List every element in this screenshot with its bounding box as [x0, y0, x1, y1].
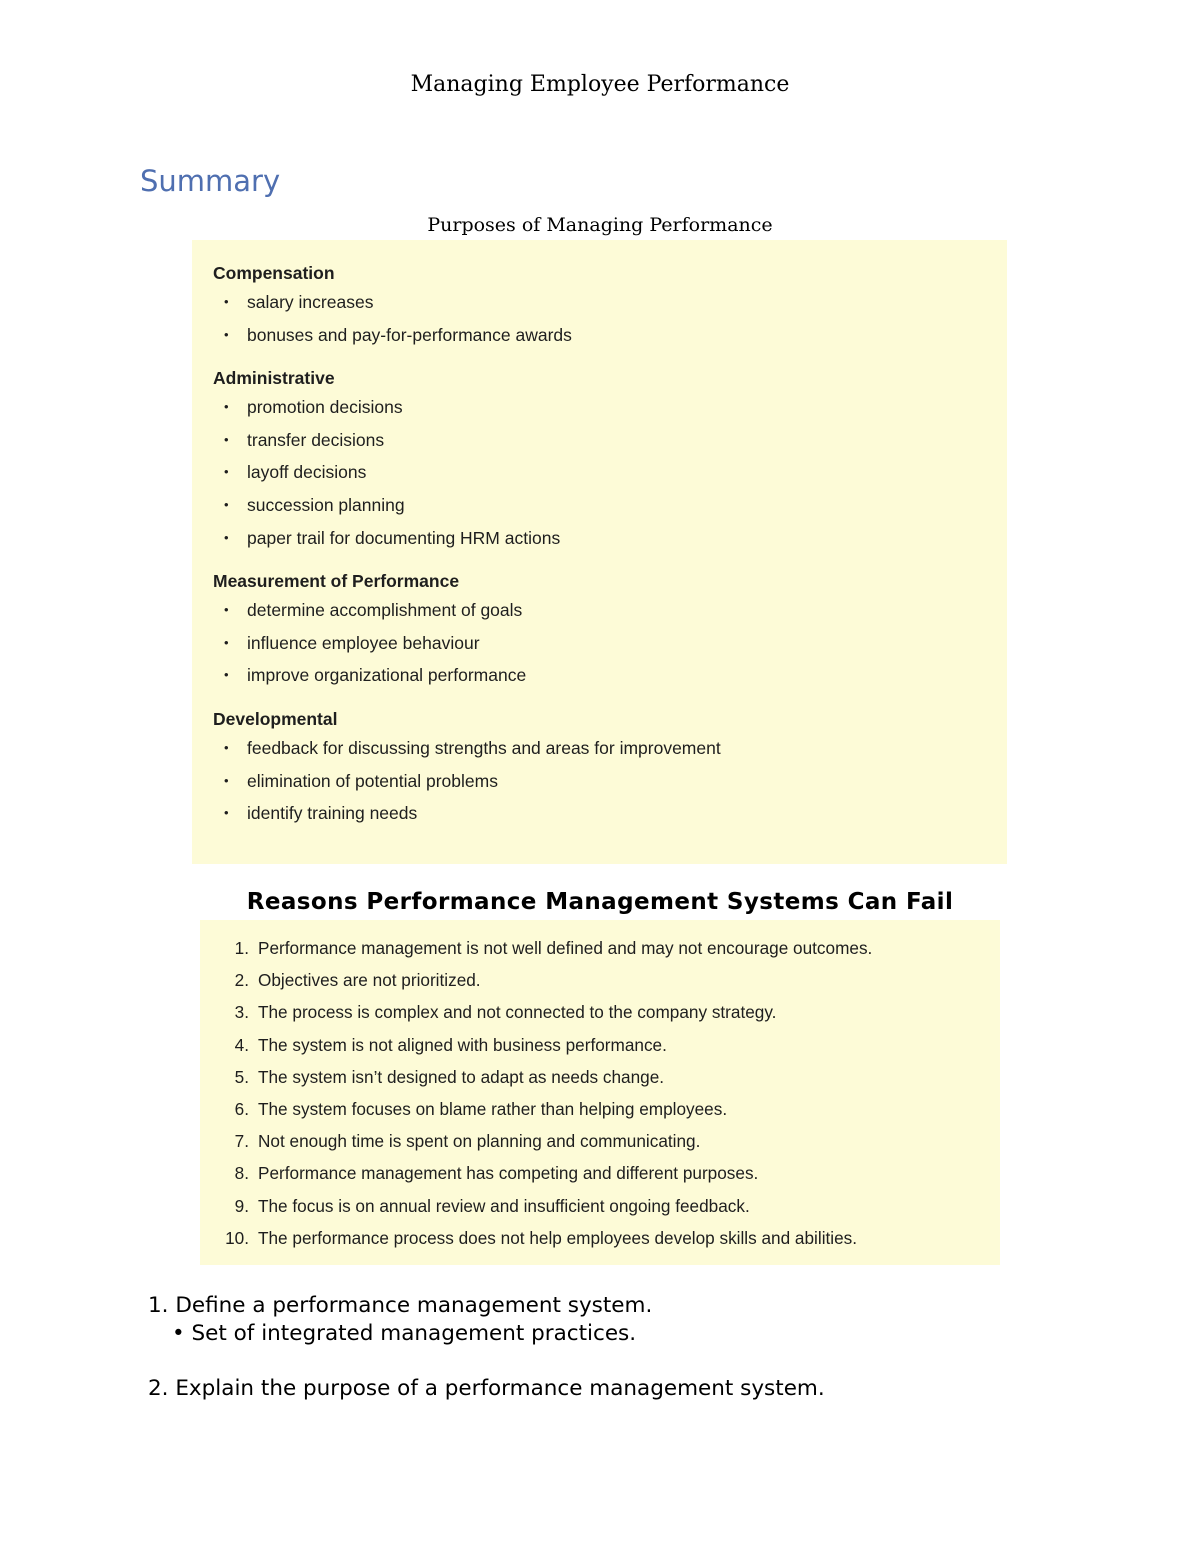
purpose-group-developmental: [213, 706, 721, 830]
purpose-group-compensation: [213, 260, 721, 351]
bullet-icon: •: [224, 805, 229, 821]
reasons-panel: [200, 920, 1000, 1265]
purpose-item: • paper trail for documenting HRM actions: [213, 522, 721, 555]
reason-text: The system focuses on blame rather than helping employees.: [258, 1098, 728, 1119]
reason-item: [222, 1222, 872, 1254]
bullet-icon: •: [224, 667, 229, 683]
reason-item: [222, 1029, 872, 1061]
reason-number: 2.: [234, 970, 249, 991]
reason-text: Objectives are not prioritized.: [258, 970, 481, 991]
bullet-icon: •: [224, 399, 229, 415]
reason-item: [222, 1125, 872, 1157]
summary-heading: Summary: [140, 164, 281, 198]
reason-item: [222, 1093, 872, 1125]
bullet-icon: •: [224, 772, 229, 788]
bullet-icon: •: [224, 739, 229, 755]
reason-text: Performance management has competing and different purposes.: [258, 1163, 759, 1184]
question-1: 1. Define a performance management system.: [148, 1293, 653, 1318]
reasons-title: Reasons Performance Management Systems Can Fail: [246, 889, 954, 915]
purpose-item: • layoff decisions: [213, 456, 721, 489]
reason-number: 6.: [234, 1098, 249, 1119]
purpose-item: • salary increases: [213, 286, 721, 319]
reason-item: [222, 964, 872, 996]
group-heading: Measurement of Performance: [213, 571, 460, 592]
purpose-item: • identify training needs: [213, 797, 721, 830]
reason-text: The performance process does not help employees develop skills and abilities.: [258, 1227, 858, 1248]
purpose-item: • determine accomplishment of goals: [213, 594, 721, 627]
question-1-answer: • Set of integrated management practices.: [172, 1321, 637, 1346]
purpose-group-administrative: [213, 365, 721, 554]
reason-text: Not enough time is spent on planning and communicating.: [258, 1131, 701, 1152]
reason-item: [222, 1061, 872, 1093]
reason-number: 8.: [234, 1163, 249, 1184]
group-heading: Compensation: [213, 263, 335, 283]
bullet-icon: •: [224, 294, 229, 309]
reason-text: Performance management is not well defined and may not encourage outcomes.: [258, 938, 873, 958]
bullet-icon: •: [224, 431, 229, 447]
reason-text: The process is complex and not connected to the company strategy.: [258, 1002, 777, 1023]
reason-item: [222, 1190, 872, 1222]
reason-number: 7.: [234, 1131, 249, 1152]
reason-item: [222, 1157, 872, 1189]
purpose-item: • feedback for discussing strengths and areas for improvement: [213, 732, 721, 765]
bullet-icon: •: [224, 326, 229, 342]
page-header-title: Managing Employee Performance: [410, 72, 790, 97]
question-2: 2. Explain the purpose of a performance management system.: [148, 1376, 825, 1401]
purpose-item: • promotion decisions: [213, 391, 721, 424]
reason-number: 10.: [225, 1227, 249, 1248]
reason-number: 4.: [234, 1034, 249, 1055]
group-heading: Developmental: [213, 708, 338, 729]
purpose-item: • improve organizational performance: [213, 659, 721, 692]
purpose-item: • succession planning: [213, 489, 721, 522]
study-questions: [148, 1292, 825, 1403]
reason-number: 5.: [234, 1066, 249, 1087]
purpose-group-measurement: [213, 568, 721, 692]
purposes-panel: [192, 240, 1007, 864]
reason-item: [222, 932, 872, 964]
reason-number: 3.: [234, 1002, 249, 1023]
purposes-title: Purposes of Managing Performance: [427, 214, 773, 236]
group-heading: Administrative: [213, 368, 335, 389]
reason-text: The focus is on annual review and insufficient ongoing feedback.: [258, 1195, 750, 1216]
purpose-item: • elimination of potential problems: [213, 765, 721, 798]
reason-number: 9.: [234, 1195, 249, 1216]
bullet-icon: •: [224, 529, 229, 545]
bullet-icon: •: [224, 496, 229, 512]
reason-text: The system isn’t designed to adapt as needs change.: [258, 1066, 665, 1087]
reason-text: The system is not aligned with business performance.: [258, 1034, 667, 1055]
reason-item: [222, 996, 872, 1028]
reason-number: 1.: [234, 938, 249, 958]
purpose-item: • influence employee behaviour: [213, 627, 721, 660]
bullet-icon: •: [224, 634, 229, 650]
purpose-item: • bonuses and pay-for-performance awards: [213, 319, 721, 352]
bullet-icon: •: [224, 602, 229, 618]
purpose-item: • transfer decisions: [213, 424, 721, 457]
bullet-icon: •: [224, 464, 229, 480]
